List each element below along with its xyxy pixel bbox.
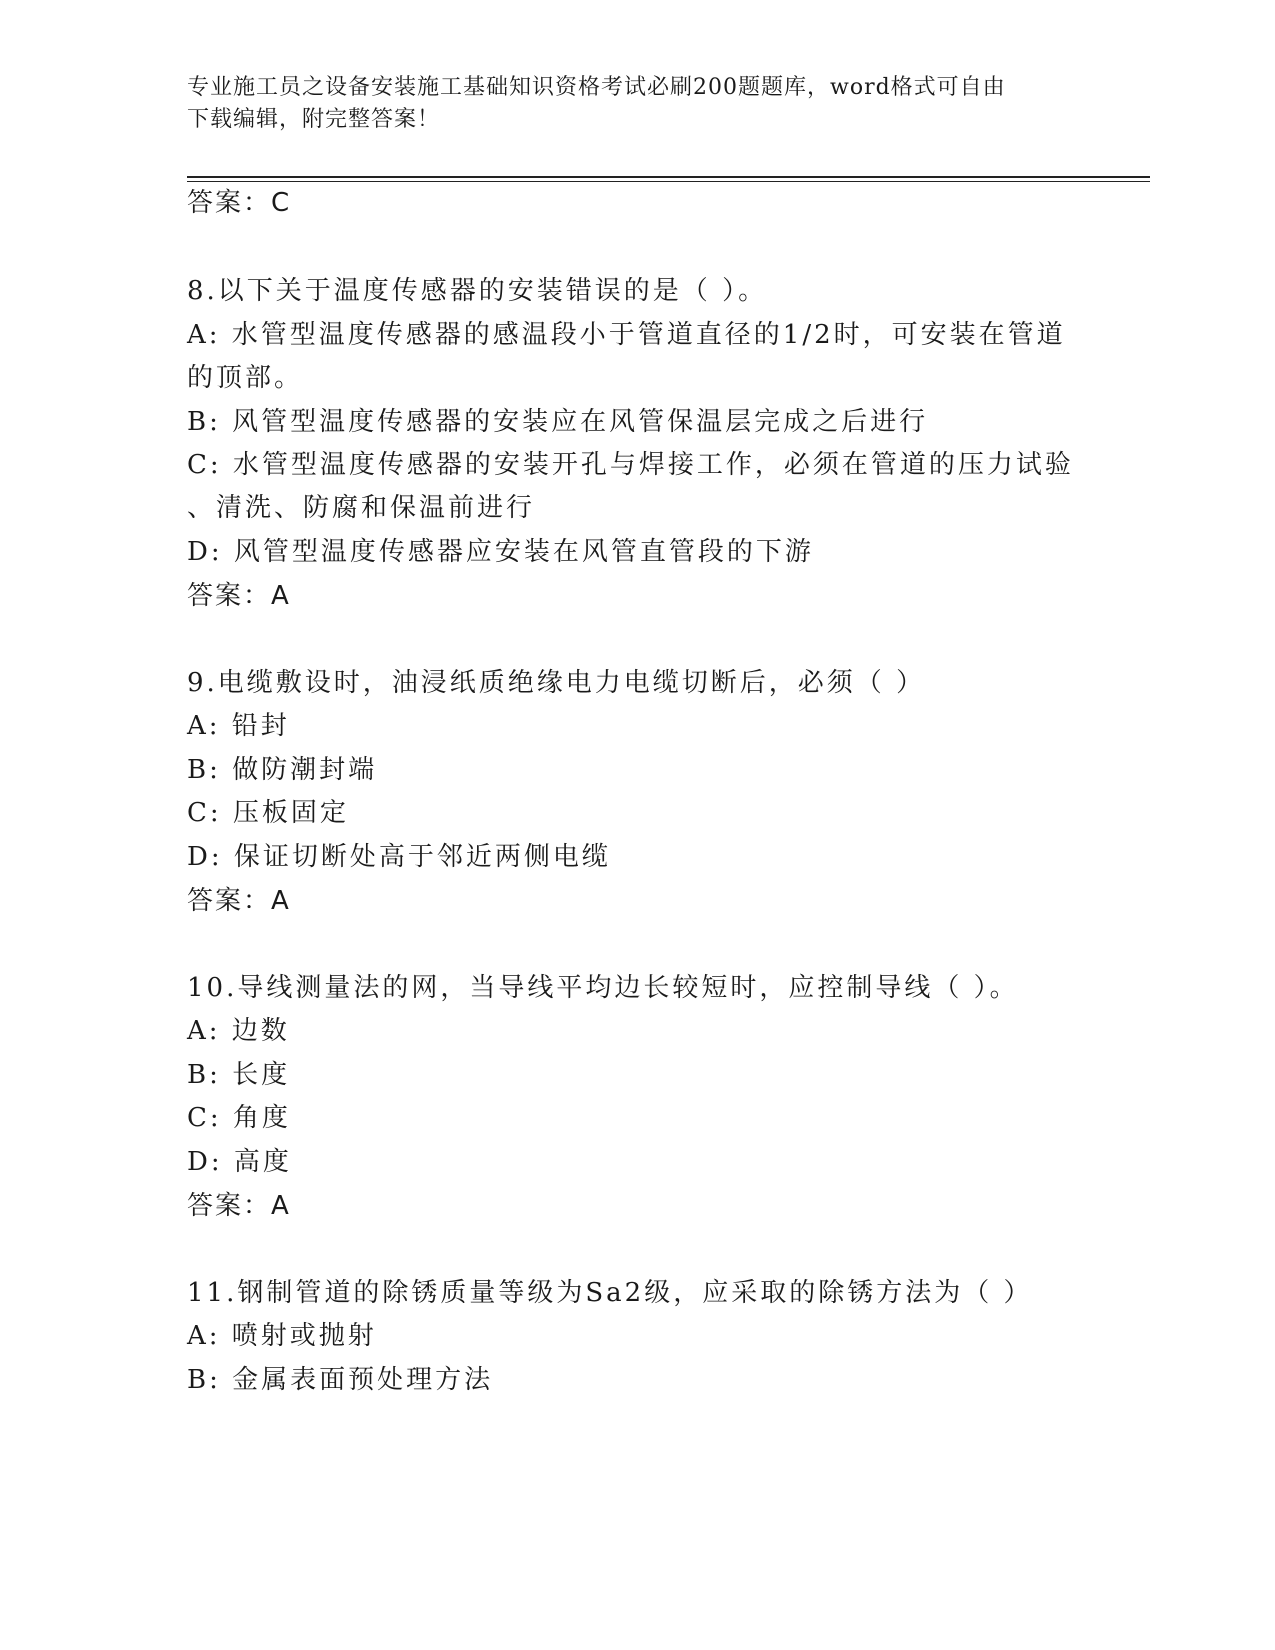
option-a-continued: 的顶部。 xyxy=(187,363,304,393)
header-line-2: 下载编辑，附完整答案！ xyxy=(187,107,441,132)
option-b: B: 金属表面预处理方法 xyxy=(187,1365,494,1395)
document-header xyxy=(187,72,1067,136)
option-c: C: 角度 xyxy=(187,1103,291,1133)
option-b: B: 做防潮封端 xyxy=(187,755,378,785)
header-rule-thick xyxy=(187,176,1150,178)
option-a: A: 水管型温度传感器的感温段小于管道直径的1/2时，可安装在管道 xyxy=(187,320,1066,350)
question-stem: 10.导线测量法的网，当导线平均边长较短时，应控制导线（ ）。 xyxy=(187,973,1019,1003)
header-line-1: 专业施工员之设备安装施工基础知识资格考试必刷200题题库，word格式可自由 xyxy=(187,75,1006,100)
question-stem: 8.以下关于温度传感器的安装错误的是（ ）。 xyxy=(187,276,768,306)
header-rule-thin xyxy=(187,181,1150,182)
option-d: D: 保证切断处高于邻近两侧电缆 xyxy=(187,842,611,872)
answer-line: 答案：C xyxy=(187,188,292,218)
option-c: C: 水管型温度传感器的安装开孔与焊接工作，必须在管道的压力试验 xyxy=(187,450,1074,480)
answer-line: 答案：A xyxy=(187,581,291,611)
option-c: C: 压板固定 xyxy=(187,798,349,828)
option-b: B: 长度 xyxy=(187,1060,291,1090)
answer-line: 答案：A xyxy=(187,886,291,916)
option-a: A: 边数 xyxy=(187,1016,290,1046)
option-a: A: 喷射或抛射 xyxy=(187,1321,377,1351)
answer-line: 答案：A xyxy=(187,1191,291,1221)
question-stem: 11.钢制管道的除锈质量等级为Sa2级，应采取的除锈方法为（ ） xyxy=(187,1278,1033,1308)
option-c-continued: 、清洗、防腐和保温前进行 xyxy=(187,493,536,523)
option-a: A: 铅封 xyxy=(187,711,290,741)
question-stem: 9.电缆敷设时，油浸纸质绝缘电力电缆切断后，必须（ ） xyxy=(187,668,926,698)
option-d: D: 高度 xyxy=(187,1147,292,1177)
option-d: D: 风管型温度传感器应安装在风管直管段的下游 xyxy=(187,537,814,567)
option-b: B: 风管型温度传感器的安装应在风管保温层完成之后进行 xyxy=(187,407,929,437)
